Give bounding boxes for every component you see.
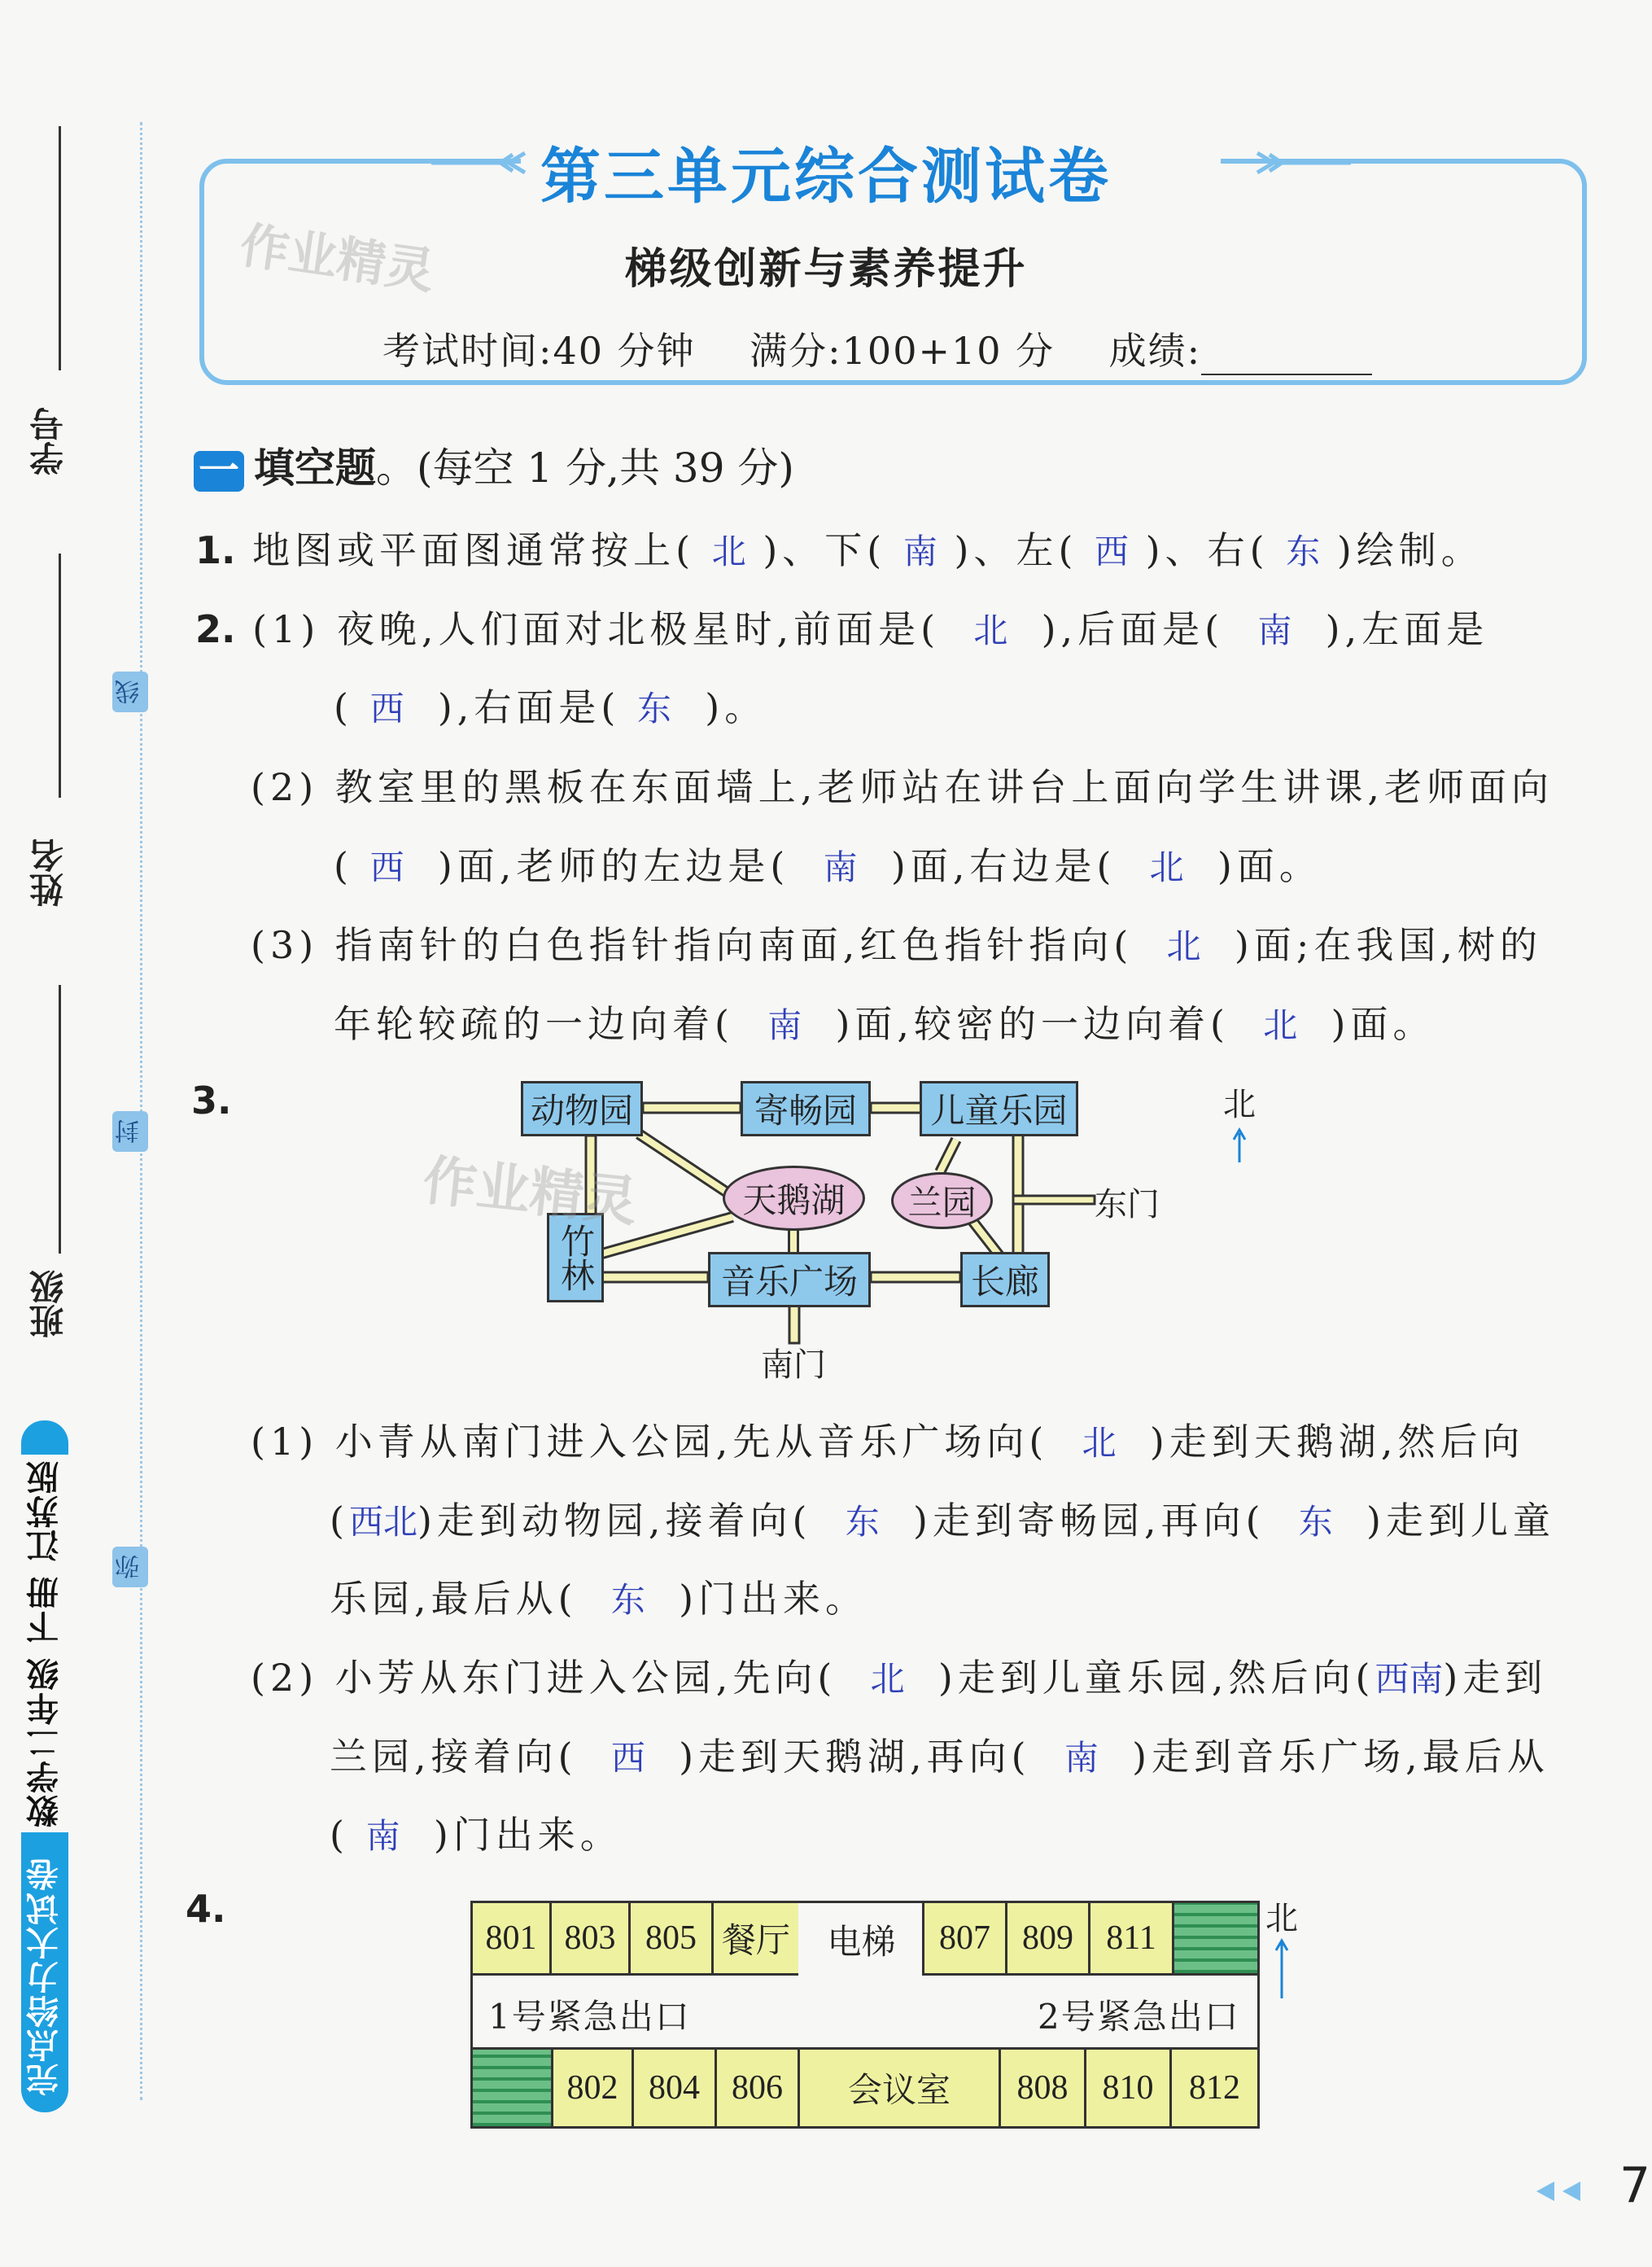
text: (2) 小芳从东门进入公园,先向( bbox=[251, 1656, 837, 1700]
watermark: 作业精灵 bbox=[236, 217, 439, 301]
map-node-music-square: 音乐广场 bbox=[708, 1252, 871, 1307]
text: )面。 bbox=[1331, 1002, 1436, 1046]
text: )走到音乐广场,最后从 bbox=[1132, 1735, 1549, 1779]
q3-number-text: 3. bbox=[191, 1079, 232, 1123]
answer: 北 bbox=[711, 532, 746, 571]
room-806: 806 bbox=[715, 2047, 800, 2129]
text: )走到儿童乐园,然后向( bbox=[937, 1656, 1375, 1700]
text: )走到天鹅湖,再向( bbox=[679, 1735, 1031, 1779]
room-812: 812 bbox=[1169, 2047, 1260, 2129]
text: )、左( bbox=[954, 528, 1078, 572]
q3-line-2 bbox=[330, 1491, 1555, 1545]
answer: 西 bbox=[610, 1738, 645, 1778]
north-arrow-icon bbox=[1270, 1937, 1294, 2002]
page-title: 第三单元综合测试卷 bbox=[540, 142, 1112, 212]
page-arrows-icon bbox=[1530, 2175, 1587, 2208]
text: 兰园,接着向( bbox=[330, 1735, 578, 1779]
map-north-label: 北 bbox=[1223, 1086, 1256, 1123]
room-811: 811 bbox=[1088, 1901, 1174, 1976]
page-subtitle: 梯级创新与素养提升 bbox=[624, 245, 1028, 294]
floor-north-label: 北 bbox=[1265, 1900, 1298, 1937]
q4-number-text: 4. bbox=[186, 1887, 226, 1931]
answer: 东 bbox=[636, 689, 671, 729]
exam-time: 考试时间:40 分钟 bbox=[382, 329, 696, 373]
answer: 南 bbox=[1064, 1738, 1099, 1778]
text: )面,老师的左边是( bbox=[437, 844, 790, 888]
section-title: 填空题 bbox=[254, 444, 376, 492]
map-node-corridor: 长廊 bbox=[960, 1252, 1050, 1307]
map-node-kids-park: 儿童乐园 bbox=[920, 1081, 1078, 1136]
emergency-exit-2: 2号紧急出口 bbox=[1038, 1997, 1240, 2037]
text: ( bbox=[330, 1499, 349, 1543]
stairs-bottom bbox=[470, 2047, 553, 2129]
text: ),左面是 bbox=[1325, 607, 1489, 651]
room-805: 805 bbox=[628, 1901, 714, 1976]
q3-line-1 bbox=[251, 1412, 1524, 1466]
text: (1) 小青从南门进入公园,先从音乐广场向( bbox=[251, 1420, 1049, 1464]
room-810: 810 bbox=[1084, 2047, 1172, 2129]
class-label: 班级 bbox=[28, 1270, 68, 1338]
room-809: 809 bbox=[1005, 1901, 1090, 1976]
text: (3) 指南针的白色指针指向南面,红色指针指向( bbox=[251, 923, 1134, 967]
text: (2) 教室里的黑板在东面墙上,老师站在讲台上面向学生讲课,老师面向 bbox=[251, 765, 1554, 809]
answer: 东 bbox=[845, 1502, 880, 1542]
answer: 西 bbox=[369, 689, 404, 729]
answer: 南 bbox=[823, 847, 858, 887]
text: )。 bbox=[705, 685, 767, 729]
text: )走到寄畅园,再向( bbox=[913, 1499, 1265, 1543]
section-note: 。(每空 1 分,共 39 分) bbox=[376, 444, 794, 492]
answer: 西北 bbox=[348, 1502, 417, 1542]
answer: 南 bbox=[1257, 611, 1292, 650]
map-node-swan-lake: 天鹅湖 bbox=[723, 1166, 865, 1231]
text: )走到 bbox=[1443, 1656, 1548, 1700]
text: ( bbox=[334, 685, 353, 729]
text: ),后面是( bbox=[1041, 607, 1225, 651]
answer: 南 bbox=[365, 1816, 400, 1856]
map-south-gate: 南门 bbox=[761, 1346, 826, 1384]
text: )走到天鹅湖,然后向 bbox=[1149, 1420, 1525, 1464]
text: 年轮较疏的一边向着( bbox=[334, 1002, 734, 1046]
emergency-exit-1: 1号紧急出口 bbox=[488, 1997, 691, 2037]
answer: 西 bbox=[369, 847, 404, 887]
text: )、下( bbox=[763, 528, 887, 572]
map-node-orchid-garden: 兰园 bbox=[891, 1172, 993, 1229]
series-brand: 完点给力大试卷 bbox=[26, 1857, 64, 2096]
q1-number: 1. bbox=[195, 528, 236, 572]
map-watermark: 作业精灵 bbox=[420, 1149, 640, 1234]
series-info: 数学二年级 下册 江苏版 bbox=[19, 1455, 72, 1832]
answer: 北 bbox=[1149, 847, 1184, 887]
q3-line-3 bbox=[330, 1569, 868, 1623]
text: ( bbox=[330, 1813, 349, 1857]
section-badge: 一 bbox=[194, 451, 244, 492]
seal-seal-marker: 封 bbox=[112, 1111, 148, 1152]
seal-line-marker: 线 bbox=[112, 672, 148, 712]
text: )、右( bbox=[1145, 528, 1270, 572]
text: )面,右边是( bbox=[890, 844, 1117, 888]
answer: 西南 bbox=[1374, 1659, 1444, 1699]
text: )走到动物园,接着向( bbox=[417, 1499, 812, 1543]
map-node-bamboo: 竹林 bbox=[547, 1213, 604, 1302]
student-no-label: 学号 bbox=[28, 407, 68, 475]
seal-bind-marker: 弥 bbox=[112, 1547, 148, 1587]
text: )面;在我国,树的 bbox=[1234, 923, 1542, 967]
answer: 南 bbox=[767, 1005, 802, 1045]
q3-line-6 bbox=[330, 1805, 623, 1859]
q2-number: 2. bbox=[195, 607, 236, 651]
text: )面,较密的一边向着( bbox=[835, 1002, 1230, 1046]
text: ),右面是( bbox=[437, 685, 621, 729]
room-804: 804 bbox=[632, 2047, 717, 2129]
answer: 北 bbox=[870, 1659, 905, 1699]
elevator: 电梯 bbox=[798, 1901, 924, 1976]
answer: 南 bbox=[902, 532, 937, 571]
answer: 北 bbox=[973, 611, 1008, 650]
room-808: 808 bbox=[999, 2047, 1086, 2129]
text: )门出来。 bbox=[679, 1577, 868, 1621]
text: ( bbox=[334, 844, 353, 888]
map-node-zoo: 动物园 bbox=[521, 1081, 643, 1136]
answer: 东 bbox=[1286, 532, 1321, 571]
text: )走到儿童 bbox=[1366, 1499, 1555, 1543]
text: )面。 bbox=[1217, 844, 1322, 888]
room-803: 803 bbox=[549, 1901, 631, 1976]
answer: 北 bbox=[1263, 1005, 1298, 1045]
answer: 北 bbox=[1082, 1423, 1117, 1463]
text: )绘制。 bbox=[1336, 528, 1484, 572]
room-801: 801 bbox=[470, 1901, 552, 1976]
page-number: 7 bbox=[1619, 2157, 1651, 2214]
answer: 东 bbox=[610, 1580, 645, 1620]
text: )门出来。 bbox=[433, 1813, 623, 1857]
q3-line-5 bbox=[330, 1727, 1549, 1781]
room-802: 802 bbox=[551, 2047, 634, 2129]
q3-line-4 bbox=[251, 1648, 1547, 1702]
q4-number bbox=[186, 1887, 225, 1931]
answer: 西 bbox=[1095, 532, 1130, 571]
text: 地图或平面图通常按上( bbox=[252, 528, 696, 572]
meeting-room: 会议室 bbox=[798, 2047, 1001, 2129]
answer: 东 bbox=[1298, 1502, 1333, 1542]
name-label: 姓名 bbox=[28, 838, 68, 907]
stairs-top bbox=[1172, 1901, 1260, 1976]
text: 乐园,最后从( bbox=[330, 1577, 578, 1621]
text: (1) 夜晚,人们面对北极星时,前面是( bbox=[252, 607, 941, 651]
score-label: 成绩: bbox=[1108, 329, 1202, 373]
map-east-gate: 东门 bbox=[1095, 1186, 1160, 1223]
answer: 北 bbox=[1166, 926, 1201, 966]
room-807: 807 bbox=[922, 1901, 1007, 1976]
room-restaurant: 餐厅 bbox=[711, 1901, 801, 1976]
full-score: 满分:100+10 分 bbox=[750, 329, 1055, 373]
map-node-jichang-garden: 寄畅园 bbox=[741, 1081, 871, 1136]
